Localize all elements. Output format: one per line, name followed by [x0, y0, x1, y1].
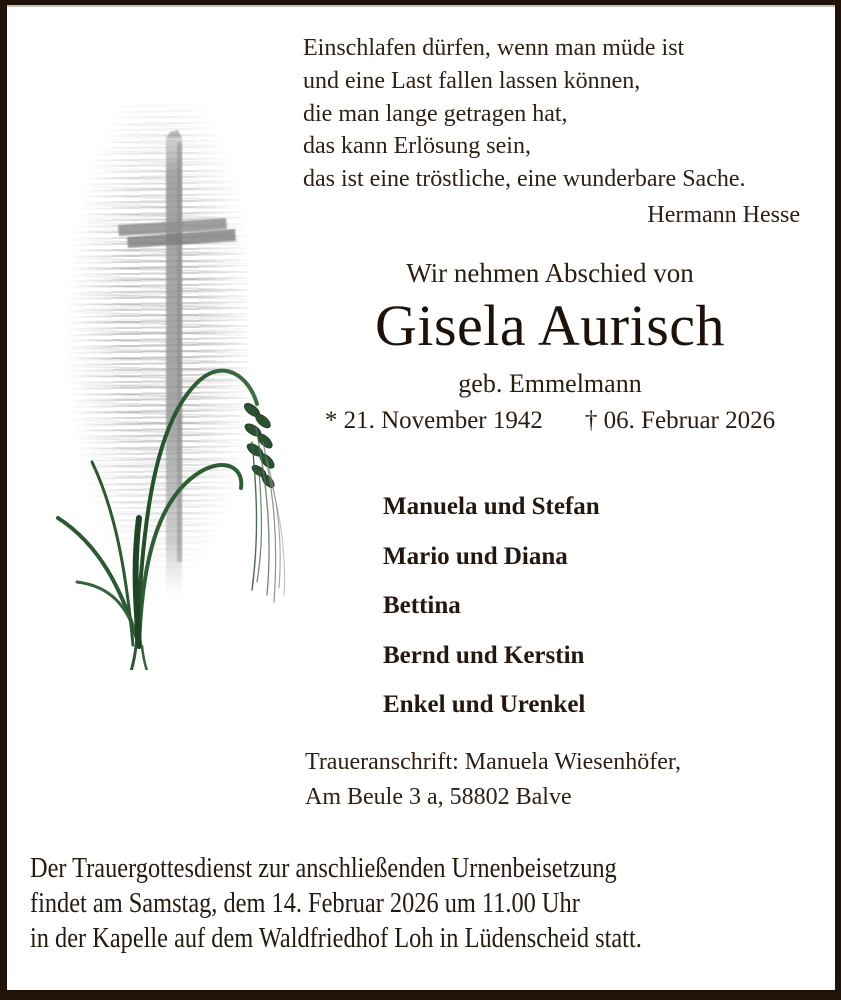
condolence-address [305, 745, 681, 814]
poem-line: das kann Erlösung sein, [303, 133, 531, 160]
service-line: Der Trauergottesdienst zur anschließenden Urnenbeisetzung [30, 852, 617, 884]
mourner-line: Mario und Diana [383, 542, 568, 570]
poem-line: das ist eine tröstliche, eine wunderbare Sache. [303, 166, 746, 193]
service-info [30, 851, 752, 956]
poem-line: die man lange getragen hat, [303, 100, 568, 127]
farewell-intro: Wir nehmen Abschied von [406, 258, 694, 288]
death-date: † 06. Februar 2026 [584, 407, 776, 434]
life-dates [300, 404, 800, 438]
mourner-line: Bernd und Kerstin [383, 641, 585, 669]
mourners-list [383, 482, 600, 730]
poem-line: Einschlafen dürfen, wenn man müde ist [303, 35, 685, 61]
cross-wheat-illustration [30, 90, 300, 670]
deceased-name: Gisela Aurisch [374, 293, 726, 358]
service-line: findet am Samstag, dem 14. Februar 2026 um 11.00 Uhr [30, 887, 580, 919]
poem-attribution: Hermann Hesse [647, 201, 800, 228]
service-line: in der Kapelle auf dem Waldfriedhof Loh in Lüdenscheid statt. [30, 922, 642, 954]
address-line: Am Beule 3 a, 58802 Balve [305, 783, 572, 810]
grass-blades [58, 371, 257, 670]
address-line: Traueranschrift: Manuela Wiesenhöfer, [305, 749, 681, 775]
birth-date: * 21. November 1942 [324, 407, 543, 434]
mourner-line: Bettina [383, 592, 461, 619]
maiden-name: geb. Emmelmann [458, 369, 642, 398]
mourner-line: Manuela und Stefan [383, 493, 600, 520]
mourner-line: Enkel und Urenkel [383, 691, 586, 718]
poem-line: und eine Last fallen lassen können, [303, 67, 641, 94]
wheat-ear-icon [242, 401, 284, 602]
poem-block [303, 32, 800, 232]
